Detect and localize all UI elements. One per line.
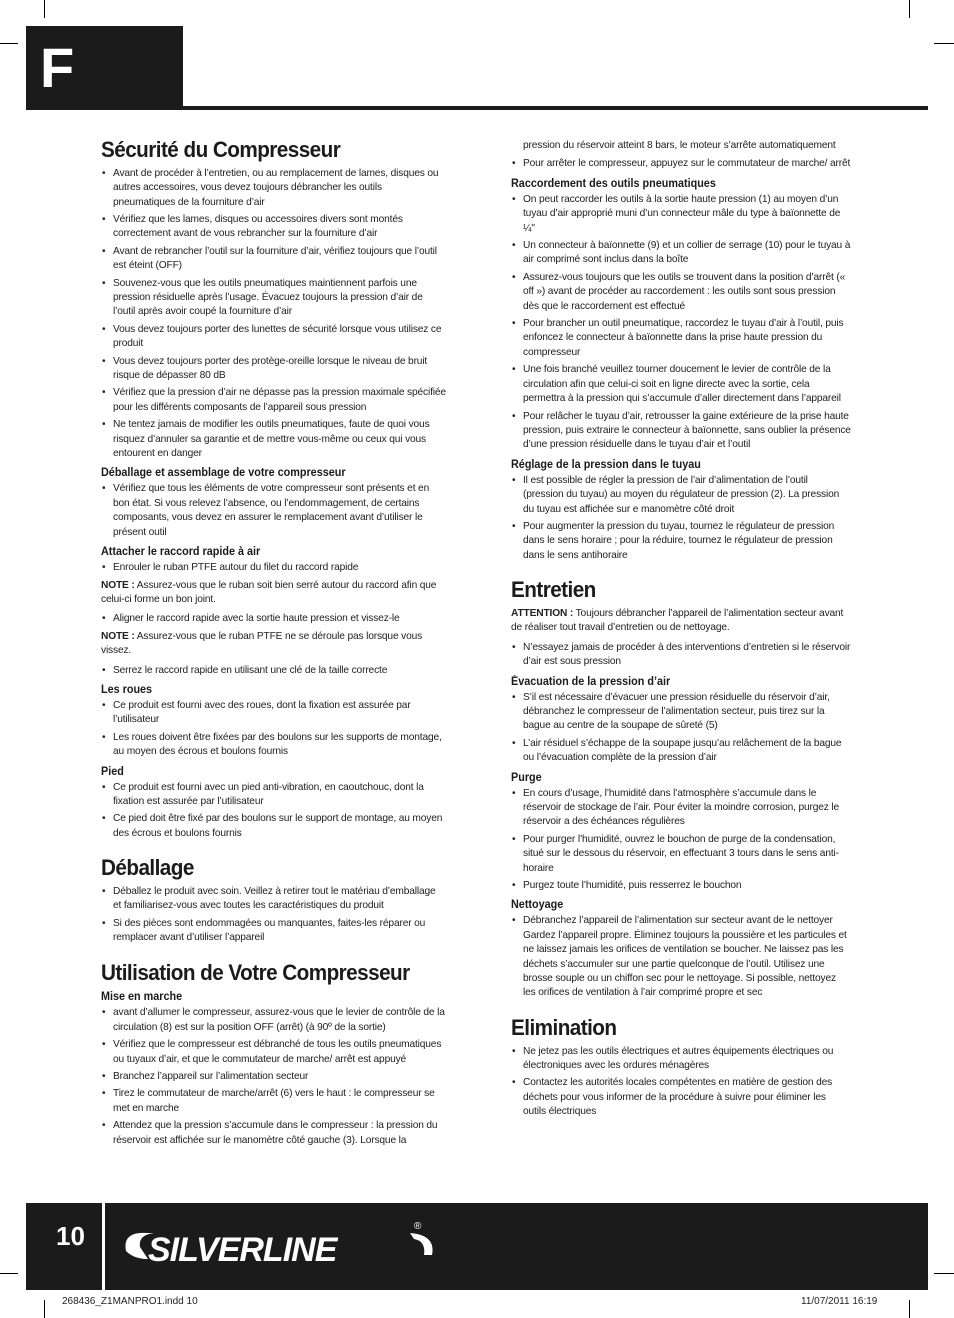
list-item: • Déballez le produit avec soin. Veillez à retirer tout le matériau d’emballage et familiarisez-vous avec toutes les caractéristiques du produit xyxy=(101,885,446,914)
subheading-wheels: Les roues xyxy=(101,683,153,696)
list-item: • Un connecteur à baïonnette (9) et un collier de serrage (10) pour le tuyau à air comprimé sont inclus dans la boîte xyxy=(511,239,851,268)
list-item: • Ne jetez pas les outils électriques et autres équipements électriques ou électroniques avec les ordures ménagères xyxy=(511,1045,851,1074)
unpacking-assembly-list xyxy=(101,482,446,540)
list-item: • En cours d’usage, l’humidité dans l’atmosphère s’accumule dans le réservoir de stockage de l’air. Pour éviter la moindre corrosion, purgez le réservoir a des échéances régulières xyxy=(511,787,851,830)
list-item: • Vérifiez que la pression d’air ne dépasse pas la pression maximale spécifiée pour les différents composants de l’appareil sous pression xyxy=(101,386,446,415)
list-item: • Purgez toute l’humidité, puis resserrez le bouchon xyxy=(511,879,851,893)
list-item: • L’air résiduel s’échappe de la soupape jusqu’au relâchement de la bague ou l’évacuation complète de la pression d’air xyxy=(511,737,851,766)
list-item: • Assurez-vous toujours que les outils se trouvent dans la position d’arrêt (« off ») avant de procéder au raccordement : les outils sont sous pression dès que le raccordement est effectué xyxy=(511,271,851,314)
list-item: • S’il est nécessaire d’évacuer une pression résiduelle du réservoir d’air, débranchez le compresseur de l’alimentation secteur, puis tirez sur la bague au centre de la soupape de sûreté (5) xyxy=(511,691,851,734)
list-item: • Enrouler le ruban PTFE autour du filet du raccord rapide xyxy=(101,561,446,575)
crop-mark xyxy=(44,1300,45,1318)
list-item: • Vérifiez que le compresseur est débranché de tous les outils pneumatiques ou tuyaux d’air, et que le commutateur de marche/ arrêt est appuyé xyxy=(101,1038,446,1067)
list-item: • Pour arrêter le compresseur, appuyez sur le commutateur de marche/ arrêt xyxy=(511,157,851,171)
list-item: • Pour relâcher le tuyau d’air, retrousser la gaine extérieure de la prise haute pression, puis extraire le connecteur à baïonnette, sans oublier la présence d’une pression résiduelle dans le tuyau d’air et l’outil xyxy=(511,410,851,453)
footer-divider xyxy=(102,1203,105,1290)
list-item: • Débranchez l’appareil de l’alimentation sur secteur avant de le nettoyer Gardez l’appareil propre. Éliminez toujours la poussière et les particules et ne laissez jamais les orifices de ventilation se boucher. Ne laissez pas les déchets s’accumuler sur une partie quelconque de l’outil. Utilisez une brosse souple ou un chiffon sec pour le nettoyage. Si possible, nettoyez les orifices de ventilation à l’air comprimé propre et sec xyxy=(511,914,851,1000)
subheading-pressure-release: Évacuation de la pression d’air xyxy=(511,675,671,688)
tool-connection-list xyxy=(511,193,851,453)
list-item: • Une fois branché veuillez tourner doucement le levier de contrôle de la circulation afin que celui-ci soit en ligne directe avec la sortie, cela permettra à la pression qui s’accumule d’aller directement dans l’appareil xyxy=(511,363,851,406)
section-title-maintenance: Entretien xyxy=(511,577,596,603)
file-slug: 268436_Z1MANPRO1.indd 10 xyxy=(62,1296,198,1307)
right-column xyxy=(511,139,851,1123)
brand-name: SILVERLINE xyxy=(148,1231,337,1269)
list-item: • Pour brancher un outil pneumatique, raccordez le tuyau d’air à l’outil, puis enfoncez le connecteur à baïonnette dans la prise haute pression du compresseur xyxy=(511,317,851,360)
list-item: • Branchez l’appareil sur l’alimentation secteur xyxy=(101,1070,446,1084)
list-item: • Pour purger l’humidité, ouvrez le bouchon de purge de la condensation, situé sur le dessous du réservoir, en effectuant 3 tours dans le sens anti-horaire xyxy=(511,833,851,876)
list-item: • avant d’allumer le compresseur, assurez-vous que le levier de contrôle de la circulation (8) est sur la position OFF (arrêt) (à 90º de la sortie) xyxy=(101,1006,446,1035)
unpacking-list xyxy=(101,885,446,946)
note-paragraph xyxy=(101,630,446,659)
list-item: • Aligner le raccord rapide avec la sortie haute pression et vissez-le xyxy=(101,612,446,626)
note-label: NOTE : xyxy=(101,579,135,591)
list-item: • Pour augmenter la pression du tuyau, tournez le régulateur de pression dans le sens horaire ; pour la réduire, tournez le régulateur de pression dans le sens antihoraire xyxy=(511,520,851,563)
footer-bar xyxy=(26,1203,928,1290)
foot-list xyxy=(101,781,446,842)
language-tab xyxy=(26,26,183,110)
note-paragraph xyxy=(101,579,446,608)
pressure-release-list xyxy=(511,691,851,766)
crop-mark xyxy=(44,0,45,18)
note-text: Assurez-vous que le ruban soit bien serré autour du raccord afin que celui-ci forme un bon joint. xyxy=(101,579,437,605)
subheading-unpacking-assembly: Déballage et assemblage de votre compresseur xyxy=(101,467,346,480)
subheading-cleaning: Nettoyage xyxy=(511,899,564,912)
note-label: NOTE : xyxy=(101,630,135,642)
subheading-quick-coupler: Attacher le raccord rapide à air xyxy=(101,546,261,559)
cleaning-list xyxy=(511,914,851,1000)
language-letter: F xyxy=(40,36,75,99)
list-item: • Ce produit est fourni avec un pied anti-vibration, en caoutchouc, dont la fixation est assurée par l’utilisateur xyxy=(101,781,446,810)
attention-label: ATTENTION : xyxy=(511,607,574,619)
section-title-usage: Utilisation de Votre Compresseur xyxy=(101,959,410,985)
startup-list xyxy=(101,1006,446,1148)
list-item: • Ce pied doit être fixé par des boulons sur le support de montage, au moyen des écrous et boulons fournis xyxy=(101,812,446,841)
quick-coupler-list-3 xyxy=(101,664,446,678)
page-number: 10 xyxy=(56,1221,85,1251)
list-item: • Contactez les autorités locales compétentes en matière de gestion des déchets pour vous informer de la procédure à suivre pour éliminer les outils électriques xyxy=(511,1076,851,1119)
list-item: • Les roues doivent être fixées par des boulons sur les supports de montage, au moyen des écrous et boulons fournis xyxy=(101,731,446,760)
disposal-list xyxy=(511,1045,851,1120)
list-item: • Ne tentez jamais de modifier les outils pneumatiques, faute de quoi vous risquez d’annuler sa garantie et de mettre vous-même ou ceux qui vous entourent en danger xyxy=(101,418,446,461)
header-rule xyxy=(183,106,928,110)
list-item: • Tirez le commutateur de marche/arrêt (6) vers le haut : le compresseur se met en marche xyxy=(101,1087,446,1116)
section-title-disposal: Elimination xyxy=(511,1014,617,1040)
section-title-safety: Sécurité du Compresseur xyxy=(101,137,341,162)
crop-mark xyxy=(0,43,18,44)
subheading-foot: Pied xyxy=(101,765,124,778)
subheading-tool-connection: Raccordement des outils pneumatiques xyxy=(511,177,716,190)
maintenance-list xyxy=(511,641,851,670)
list-item: • Vous devez toujours porter des protège-oreille lorsque le niveau de bruit risque de dépasser 80 dB xyxy=(101,355,446,384)
crop-mark xyxy=(934,43,954,44)
purge-list xyxy=(511,787,851,894)
crop-mark xyxy=(0,1273,18,1274)
list-item: • Vérifiez que tous les éléments de votre compresseur sont présents et en bon état. Si vous relevez l’absence, ou l’endommagement, de certains composants, vous devez en assurer le remplacement avant d’utiliser le présent outil xyxy=(101,482,446,540)
crop-mark xyxy=(909,1300,910,1318)
note-text: Assurez-vous que le ruban PTFE ne se déroule pas lorsque vous vissez. xyxy=(101,630,423,657)
quick-coupler-list xyxy=(101,561,446,575)
subheading-hose-pressure: Réglage de la pression dans le tuyau xyxy=(511,458,701,471)
list-item: • Avant de procéder à l’entretien, ou au remplacement de lames, disques ou autres accessoires, vous devez toujours débrancher les outils pneumatiques de la fourniture d’air xyxy=(101,167,446,210)
attention-paragraph xyxy=(511,607,851,636)
crop-mark xyxy=(909,0,910,18)
list-item: • Si des pièces sont endommagées ou manquantes, faites-les réparer ou remplacer avant d’utiliser l’appareil xyxy=(101,917,446,946)
attention-text: Toujours débrancher l’appareil de l’alimentation secteur avant de réaliser tout travail d’entretien ou de nettoyage. xyxy=(511,607,844,634)
list-item: • Avant de rebrancher l’outil sur la fourniture d’air, vérifiez toujours que l’outil est éteint (OFF) xyxy=(101,245,446,274)
list-item: • On peut raccorder les outils à la sortie haute pression (1) au moyen d’un tuyau d’air approprié muni d’un connecteur mâle du type à baïonnette de ¼" xyxy=(511,193,851,236)
crop-mark xyxy=(934,1273,954,1274)
list-item: • Vérifiez que les lames, disques ou accessoires divers sont montés correctement avant de vous rebrancher sur la fourniture d’air xyxy=(101,213,446,242)
silverline-logo-icon xyxy=(118,1211,438,1281)
subheading-startup: Mise en marche xyxy=(101,991,183,1004)
safety-list xyxy=(101,167,446,462)
list-item: • Ce produit est fourni avec des roues, dont la fixation est assurée par l’utilisateur xyxy=(101,699,446,728)
subheading-purge: Purge xyxy=(511,771,542,784)
wheels-list xyxy=(101,699,446,760)
registered-mark: ® xyxy=(414,1221,422,1232)
list-item: • Serrez le raccord rapide en utilisant une clé de la taille correcte xyxy=(101,664,446,678)
continued-list xyxy=(511,157,851,171)
continued-text: pression du réservoir atteint 8 bars, le moteur s’arrête automatiquement xyxy=(523,140,836,151)
left-column xyxy=(101,138,446,1151)
list-item: • Il est possible de régler la pression de l’air d’alimentation de l’outil (pression du tuyau) au moyen du régulateur de pression (2). La pression du tuyau est affichée sur e manomètre côté droit xyxy=(511,474,851,517)
quick-coupler-list-2 xyxy=(101,612,446,626)
list-item: • Souvenez-vous que les outils pneumatiques maintiennent parfois une pression résiduelle après l’usage. Évacuez toujours la pression d’air de l’outil après avoir coupé la fourniture d’air xyxy=(101,277,446,320)
list-item: • Attendez que la pression s’accumule dans le compresseur : la pression du réservoir est affichée sur le manomètre côté gauche (3). Lorsque la xyxy=(101,1119,446,1148)
hose-pressure-list xyxy=(511,474,851,563)
section-title-unpacking: Déballage xyxy=(101,855,194,881)
list-item: • Vous devez toujours porter des lunettes de sécurité lorsque vous utilisez ce produit xyxy=(101,323,446,352)
date-slug: 11/07/2011 16:19 xyxy=(801,1296,878,1307)
list-item: • N’essayez jamais de procéder à des interventions d’entretien si le réservoir d’air est sous pression xyxy=(511,641,851,670)
